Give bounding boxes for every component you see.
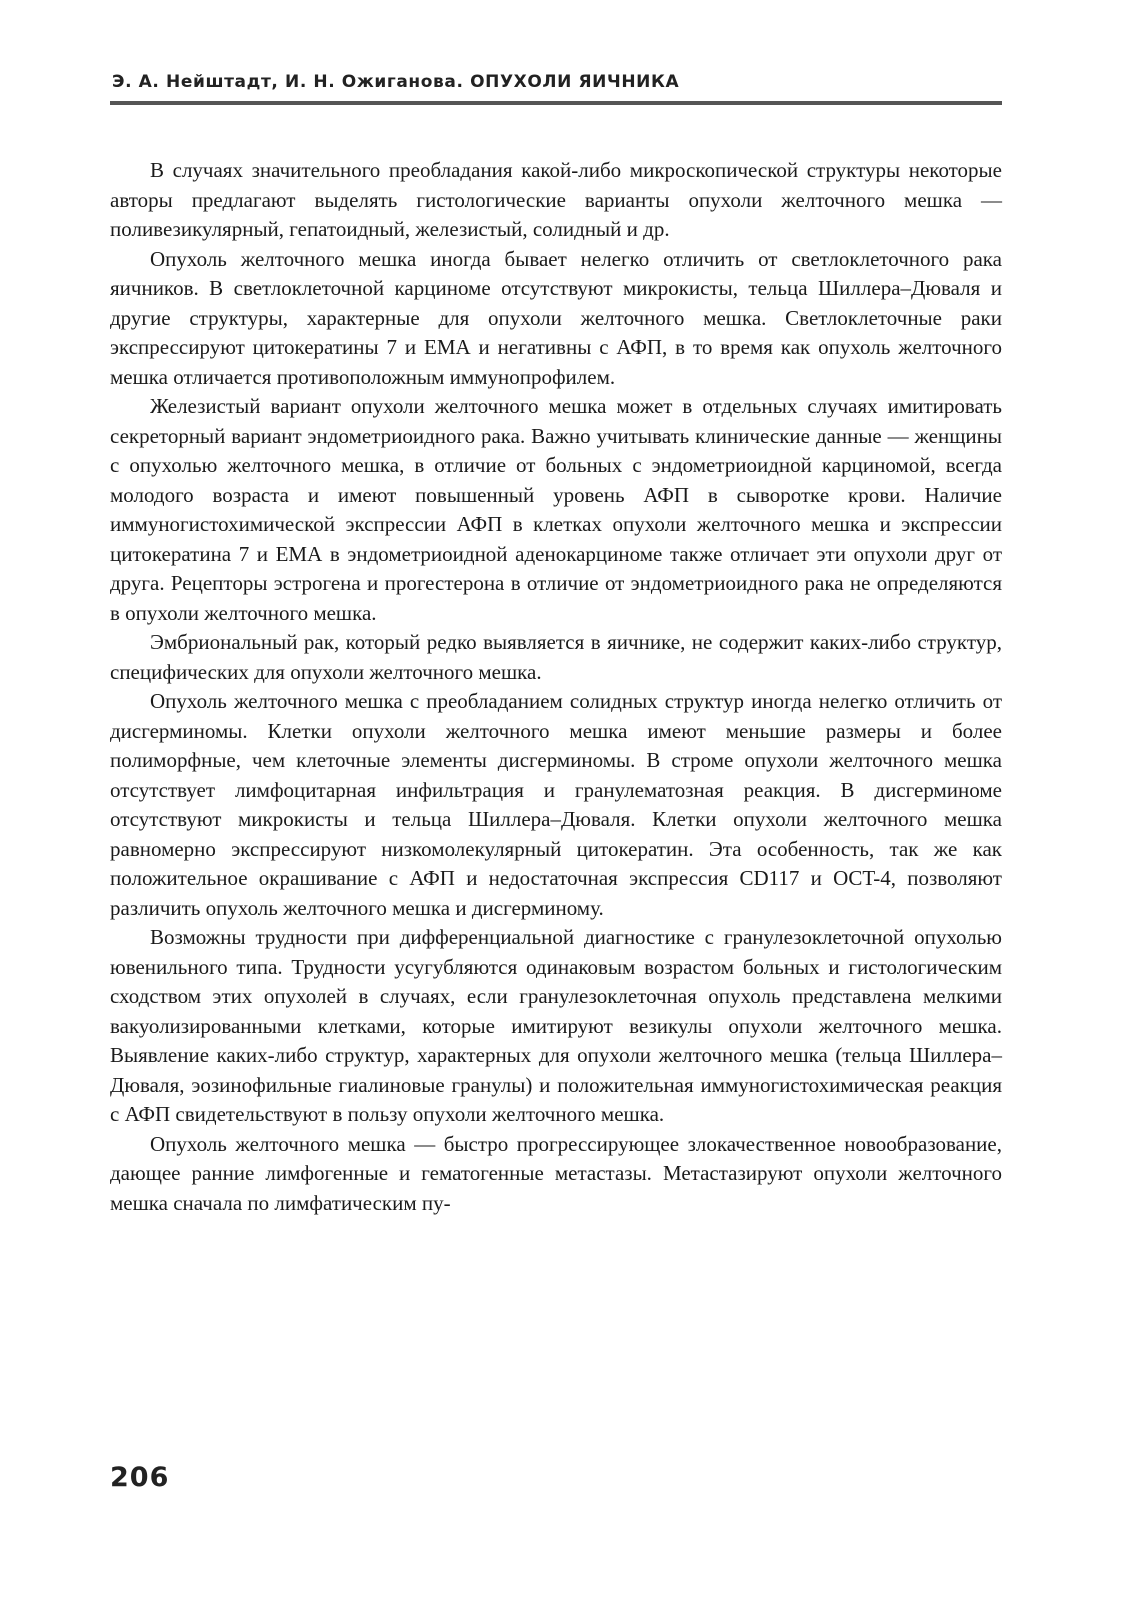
running-head: Э. А. Нейштадт, И. Н. Ожиганова. ОПУХОЛИ ЯИЧНИКА bbox=[112, 72, 680, 92]
page-number: 206 bbox=[110, 1462, 170, 1493]
header-rule bbox=[110, 101, 1002, 105]
paragraph-2: Опухоль желточного мешка иногда бывает нелегко отличить от светлоклеточного рака яичников. В светлоклеточной карциноме отсутствуют микрокисты, тельца Шиллера–Дюваля и другие структуры, характерные для опухоли желточного мешка. Светлоклеточные раки экспрессируют цитокератины 7 и ЕМА и негативны с АФП, в то время как опухоль желточного мешка отличается противоположным иммунопрофилем. bbox=[110, 246, 1002, 389]
paragraph-6: Возможны трудности при дифференциальной диагностике с гранулезоклеточной опухолью ювенильного типа. Трудности усугубляются одинаковым возрастом больных и гистологическим сходством этих опухолей в случаях, если гранулезоклеточная опухоль представлена мелкими вакуолизированными клетками, которые имитируют везикулы опухоли желточного мешка. Выявление каких-либо структур, характерных для опухоли желточного мешка (тельца Шиллера–Дюваля, эозинофильные гиалиновые гранулы) и положительная иммуногистохимическая реакция с АФП свидетельствуют в пользу опухоли желточного мешка. bbox=[110, 925, 1002, 1126]
paragraph-1: В случаях значительного преобладания какой-либо микроскопической структуры некоторые авторы предлагают выделять гистологические варианты опухоли желточного мешка — поливезикулярный, гепатоидный, железистый, солидный и др. bbox=[110, 158, 1002, 241]
paragraph-3: Железистый вариант опухоли желточного мешка может в отдельных случаях имитировать секреторный вариант эндометриоидного рака. Важно учитывать клинические данные — женщины с опухолью желточного мешка, в отличие от больных с эндометриоидной карциномой, всегда молодого возраста и имеют повышенный уровень АФП в сыворотке крови. Наличие иммуногистохимической экспрессии АФП в клетках опухоли желточного мешка и экспрессии цитокератина 7 и ЕМА в эндометриоидной аденокарциноме также отличает эти опухоли друг от друга. Рецепторы эстрогена и прогестерона в отличие от эндометриоидного рака не определяются в опухоли желточного мешка. bbox=[110, 394, 1002, 625]
body-text bbox=[110, 156, 1002, 1218]
paragraph-4: Эмбриональный рак, который редко выявляется в яичнике, не содержит каких-либо структур, специфических для опухоли желточного мешка. bbox=[110, 630, 1002, 684]
paragraph-7: Опухоль желточного мешка — быстро прогрессирующее злокачественное новообразование, дающее ранние лимфогенные и гематогенные метастазы. Метастазируют опухоли желточного мешка сначала по лимфатическим пу- bbox=[110, 1131, 1002, 1215]
paragraph-5: Опухоль желточного мешка с преобладанием солидных структур иногда нелегко отличить от дисгерминомы. Клетки опухоли желточного мешка имеют меньшие размеры и более полиморфные, чем клеточные элементы дисгерминомы. В строме опухоли желточного мешка отсутствует лимфоцитарная инфильтрация и гранулематозная реакция. В дисгерминоме отсутствуют микрокисты и тельца Шиллера–Дюваля. Клетки опухоли желточного мешка равномерно экспрессируют низкомолекулярный цитокератин. Эта особенность, так же как положительное окрашивание с АФП и недостаточная экспрессия CD117 и OCT-4, позволяют различить опухоль желточного мешка и дисгерминому. bbox=[110, 689, 1002, 920]
